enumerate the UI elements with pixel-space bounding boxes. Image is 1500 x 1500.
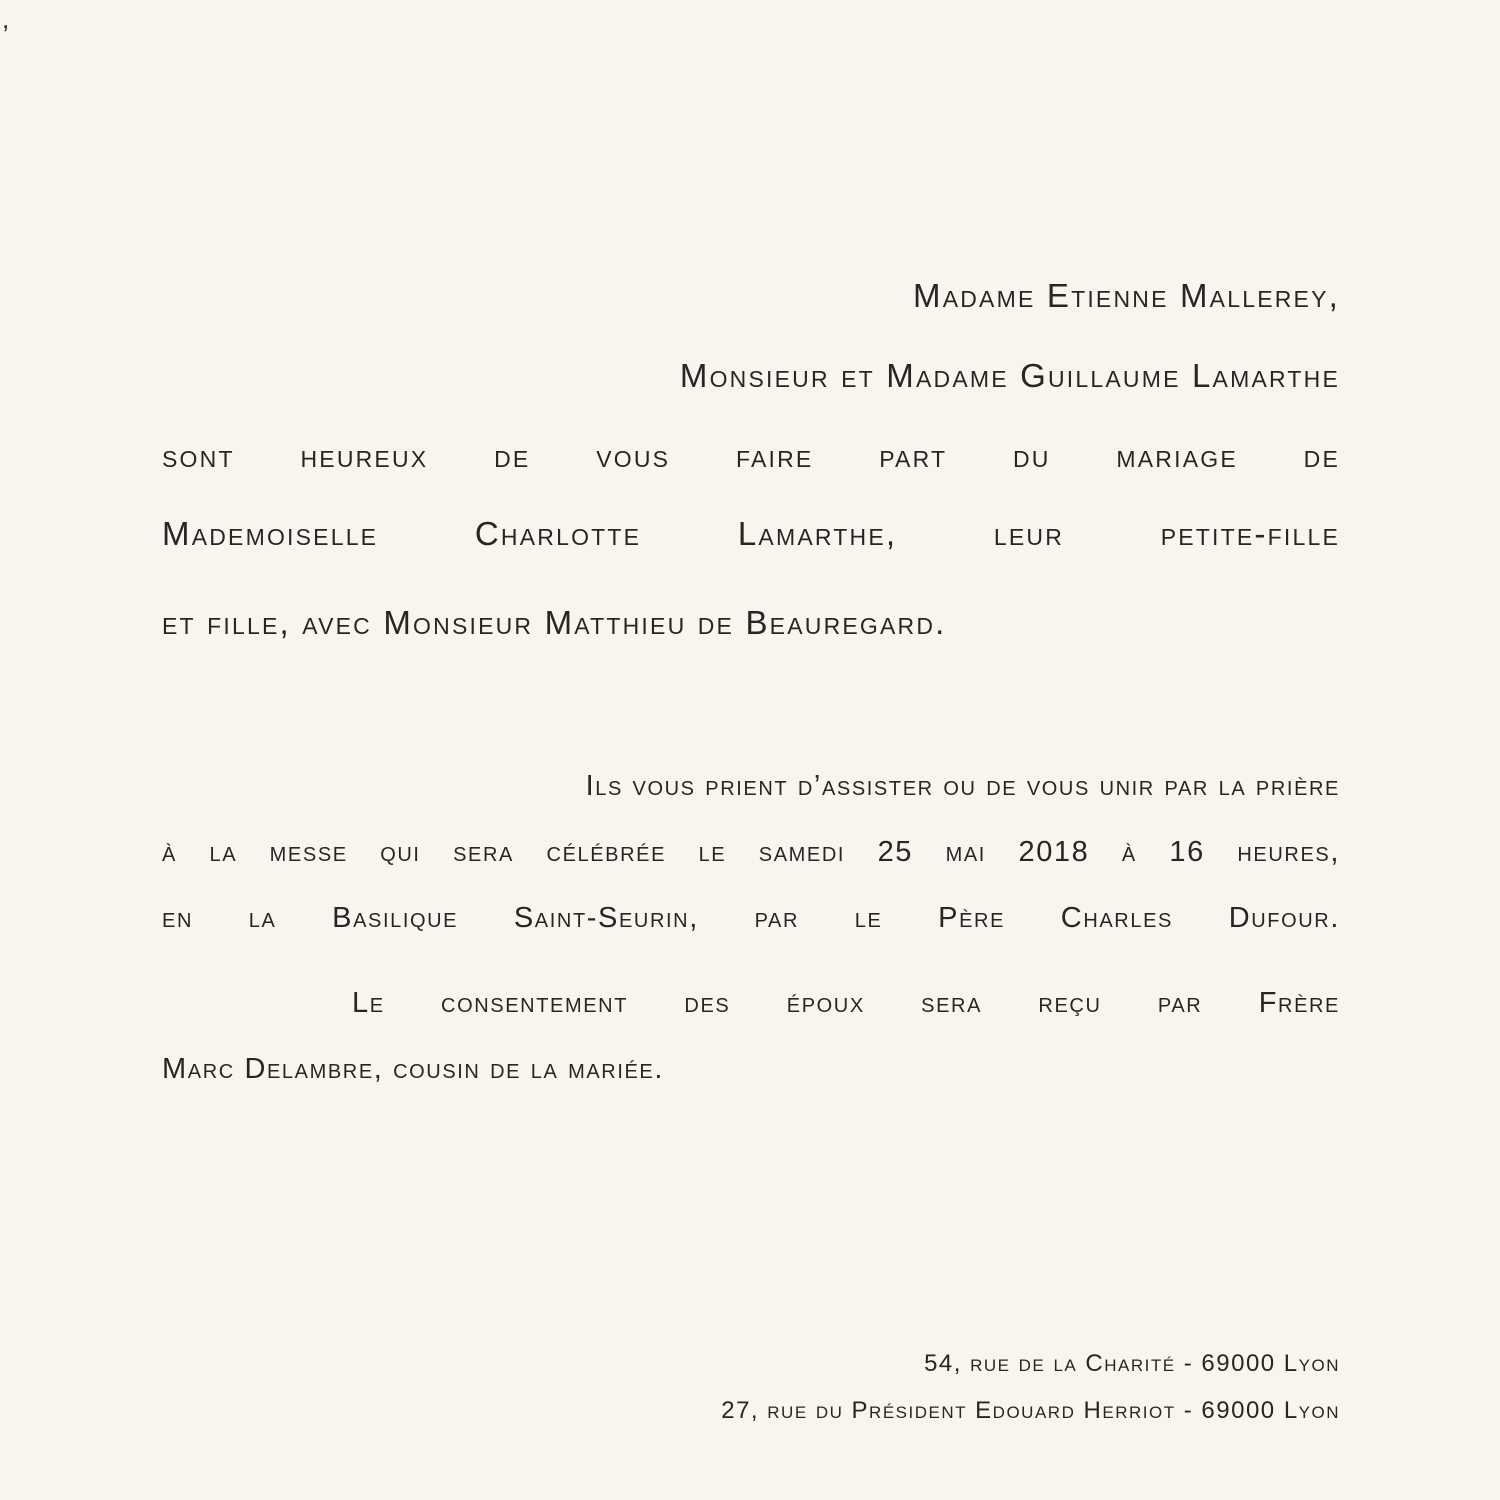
address-line-1: 54, rue de la Charité - 69000 Lyon — [924, 1350, 1340, 1377]
announcement-line-1: Madame Etienne Mallerey, — [913, 277, 1340, 314]
address-line-2: 27, rue du Président Edouard Herriot - 69000 Lyon — [721, 1397, 1340, 1424]
ceremony-line-4: Le consentement des époux sera reçu par Frère — [352, 987, 1340, 1019]
announcement-line-5: et fille, avec Monsieur Matthieu de Beauregard. — [162, 604, 947, 641]
ceremony-line-2: à la messe qui sera célébrée le samedi 25 mai 2018 à 16 heures, — [162, 836, 1340, 868]
corner-mark: , — [2, 4, 10, 34]
announcement-line-2: Monsieur et Madame Guillaume Lamarthe — [679, 357, 1340, 394]
ceremony-line-5: Marc Delambre, cousin de la mariée. — [162, 1053, 665, 1085]
invitation-card — [162, 0, 1340, 1500]
ceremony-line-1: Ils vous prient d’assister ou de vous unir par la prière — [585, 770, 1340, 802]
announcement-line-4: Mademoiselle Charlotte Lamarthe, leur petite-fille — [162, 515, 1340, 552]
announcement-line-3: sont heureux de vous faire part du mariage de — [162, 437, 1340, 474]
ceremony-line-3: en la Basilique Saint-Seurin, par le Père Charles Dufour. — [162, 902, 1340, 934]
